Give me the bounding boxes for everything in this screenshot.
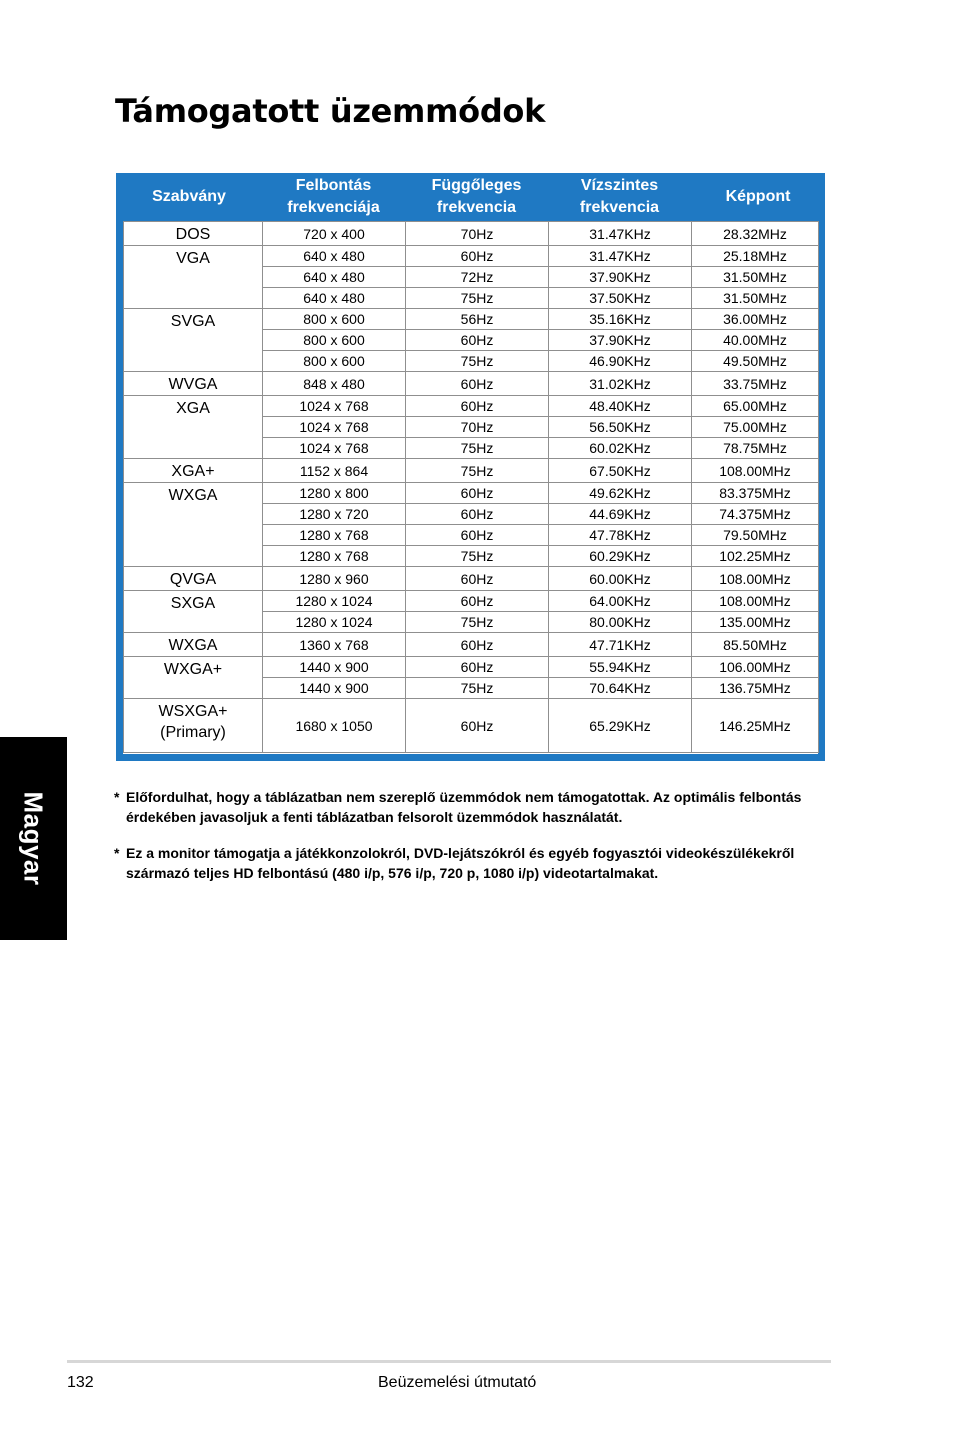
cell-pixel: 28.32MHz (692, 222, 819, 246)
cell-vertical-frequency: 75Hz (406, 351, 549, 372)
cell-horizontal-frequency: 37.90KHz (549, 267, 692, 288)
cell-standard (124, 246, 263, 309)
cell-resolution: 1440 x 900 (263, 678, 406, 699)
cell-standard (124, 591, 263, 633)
table-row (124, 396, 819, 417)
cell-horizontal-frequency: 60.00KHz (549, 567, 692, 591)
cell-horizontal-frequency: 35.16KHz (549, 309, 692, 330)
cell-resolution: 1280 x 768 (263, 546, 406, 567)
cell-resolution: 1440 x 900 (263, 657, 406, 678)
cell-vertical-frequency: 60Hz (406, 657, 549, 678)
cell-standard (124, 483, 263, 567)
cell-horizontal-frequency: 60.29KHz (549, 546, 692, 567)
cell-resolution: 1024 x 768 (263, 396, 406, 417)
page-number: 132 (67, 1374, 94, 1391)
cell-pixel: 49.50MHz (692, 351, 819, 372)
footnote (114, 787, 844, 827)
cell-standard (124, 309, 263, 372)
cell-pixel: 78.75MHz (692, 438, 819, 459)
footnote-text: Előfordulhat, hogy a táblázatban nem szereplő üzemmódok nem támogatottak. Az optimális felbontás érdekében javasoljuk a fenti táblázatban felsorolt üzemmódok használatát. (126, 789, 802, 825)
table-row (124, 657, 819, 678)
cell-pixel: 33.75MHz (692, 372, 819, 396)
table-row (124, 246, 819, 267)
cell-horizontal-frequency: 56.50KHz (549, 417, 692, 438)
supported-modes-table (116, 173, 825, 761)
footer-title: Beüzemelési útmutató (378, 1374, 537, 1391)
table-row (124, 309, 819, 330)
cell-pixel: 31.50MHz (692, 267, 819, 288)
cell-vertical-frequency: 60Hz (406, 330, 549, 351)
cell-vertical-frequency: 60Hz (406, 504, 549, 525)
standard-name: WXGA (168, 487, 218, 504)
cell-vertical-frequency: 75Hz (406, 612, 549, 633)
cell-pixel: 74.375MHz (692, 504, 819, 525)
cell-vertical-frequency: 56Hz (406, 309, 549, 330)
language-side-tab (0, 737, 67, 940)
cell-pixel: 40.00MHz (692, 330, 819, 351)
cell-vertical-frequency: 60Hz (406, 483, 549, 504)
footnote (114, 843, 844, 883)
standard-name: DOS (175, 226, 211, 243)
standard-name: SXGA (170, 595, 216, 612)
cell-horizontal-frequency: 47.78KHz (549, 525, 692, 546)
cell-resolution: 640 x 480 (263, 288, 406, 309)
table-row (124, 567, 819, 591)
standard-name: XGA (176, 400, 210, 417)
standard-note: (Primary) (160, 724, 226, 741)
cell-pixel: 31.50MHz (692, 288, 819, 309)
language-label: Magyar (19, 791, 50, 886)
table-header (116, 173, 825, 221)
cell-resolution: 1280 x 800 (263, 483, 406, 504)
cell-pixel: 146.25MHz (692, 699, 819, 753)
table-body (123, 221, 818, 754)
cell-vertical-frequency: 60Hz (406, 525, 549, 546)
cell-horizontal-frequency: 46.90KHz (549, 351, 692, 372)
cell-horizontal-frequency: 44.69KHz (549, 504, 692, 525)
cell-resolution: 1024 x 768 (263, 438, 406, 459)
standard-name: WXGA (168, 637, 218, 654)
cell-standard (124, 699, 263, 753)
cell-resolution: 800 x 600 (263, 330, 406, 351)
cell-vertical-frequency: 75Hz (406, 459, 549, 483)
cell-vertical-frequency: 60Hz (406, 396, 549, 417)
cell-standard (124, 372, 263, 396)
cell-vertical-frequency: 75Hz (406, 546, 549, 567)
table-row (124, 222, 819, 246)
cell-horizontal-frequency: 49.62KHz (549, 483, 692, 504)
cell-horizontal-frequency: 47.71KHz (549, 633, 692, 657)
cell-vertical-frequency: 60Hz (406, 567, 549, 591)
cell-standard (124, 657, 263, 699)
table-row (124, 372, 819, 396)
footnote-text: Ez a monitor támogatja a játékkonzolokról, DVD-lejátszókról és egyéb fogyasztói videokészülékekről származó teljes HD felbontású (480 i/p, 576 i/p, 720 p, 1080 i/p) videotartalmakat. (126, 845, 795, 881)
cell-standard (124, 222, 263, 246)
cell-resolution: 1280 x 1024 (263, 612, 406, 633)
cell-pixel: 135.00MHz (692, 612, 819, 633)
cell-resolution: 800 x 600 (263, 351, 406, 372)
cell-standard (124, 567, 263, 591)
cell-pixel: 85.50MHz (692, 633, 819, 657)
cell-horizontal-frequency: 31.47KHz (549, 222, 692, 246)
cell-horizontal-frequency: 64.00KHz (549, 591, 692, 612)
cell-pixel: 136.75MHz (692, 678, 819, 699)
cell-resolution: 848 x 480 (263, 372, 406, 396)
cell-vertical-frequency: 70Hz (406, 222, 549, 246)
cell-pixel: 79.50MHz (692, 525, 819, 546)
cell-vertical-frequency: 60Hz (406, 633, 549, 657)
header-pixel: Képpont (725, 188, 791, 205)
cell-resolution: 1024 x 768 (263, 417, 406, 438)
cell-pixel: 106.00MHz (692, 657, 819, 678)
cell-resolution: 1280 x 768 (263, 525, 406, 546)
cell-horizontal-frequency: 67.50KHz (549, 459, 692, 483)
cell-resolution: 1280 x 960 (263, 567, 406, 591)
cell-resolution: 800 x 600 (263, 309, 406, 330)
cell-horizontal-frequency: 80.00KHz (549, 612, 692, 633)
standard-name: WXGA+ (163, 661, 223, 678)
cell-standard (124, 396, 263, 459)
cell-horizontal-frequency: 65.29KHz (549, 699, 692, 753)
cell-horizontal-frequency: 37.90KHz (549, 330, 692, 351)
header-resolution: Felbontás frekvenciája (287, 177, 380, 216)
header-standard: Szabvány (152, 188, 226, 205)
cell-vertical-frequency: 60Hz (406, 246, 549, 267)
cell-resolution: 720 x 400 (263, 222, 406, 246)
cell-pixel: 25.18MHz (692, 246, 819, 267)
cell-pixel: 108.00MHz (692, 591, 819, 612)
cell-horizontal-frequency: 55.94KHz (549, 657, 692, 678)
table-row (124, 591, 819, 612)
header-vertical-frequency: Függőleges frekvencia (431, 177, 522, 216)
page-title: Támogatott üzemmódok (115, 92, 546, 130)
cell-horizontal-frequency: 70.64KHz (549, 678, 692, 699)
cell-resolution: 640 x 480 (263, 246, 406, 267)
cell-vertical-frequency: 60Hz (406, 699, 549, 753)
cell-pixel: 65.00MHz (692, 396, 819, 417)
standard-name: XGA+ (171, 463, 215, 480)
cell-resolution: 1280 x 720 (263, 504, 406, 525)
standard-name: WSXGA+ (158, 703, 228, 720)
cell-standard (124, 633, 263, 657)
cell-resolution: 1360 x 768 (263, 633, 406, 657)
cell-horizontal-frequency: 37.50KHz (549, 288, 692, 309)
table-row (124, 483, 819, 504)
footer-divider (67, 1360, 831, 1363)
standard-name: VGA (176, 250, 210, 267)
cell-pixel: 108.00MHz (692, 567, 819, 591)
footnote-marker: * (114, 845, 120, 861)
cell-horizontal-frequency: 31.47KHz (549, 246, 692, 267)
cell-vertical-frequency: 60Hz (406, 591, 549, 612)
header-horizontal-frequency: Vízszintes frekvencia (579, 177, 660, 216)
cell-resolution: 1680 x 1050 (263, 699, 406, 753)
cell-pixel: 36.00MHz (692, 309, 819, 330)
cell-vertical-frequency: 75Hz (406, 438, 549, 459)
cell-horizontal-frequency: 31.02KHz (549, 372, 692, 396)
table-row (124, 633, 819, 657)
cell-vertical-frequency: 60Hz (406, 372, 549, 396)
cell-standard (124, 459, 263, 483)
cell-resolution: 640 x 480 (263, 267, 406, 288)
cell-pixel: 75.00MHz (692, 417, 819, 438)
cell-vertical-frequency: 75Hz (406, 678, 549, 699)
standard-name: WVGA (168, 376, 218, 393)
standard-name: QVGA (169, 571, 217, 588)
cell-pixel: 102.25MHz (692, 546, 819, 567)
cell-vertical-frequency: 72Hz (406, 267, 549, 288)
table-row (124, 699, 819, 753)
cell-pixel: 83.375MHz (692, 483, 819, 504)
cell-vertical-frequency: 75Hz (406, 288, 549, 309)
footnotes (114, 787, 844, 899)
cell-horizontal-frequency: 60.02KHz (549, 438, 692, 459)
cell-horizontal-frequency: 48.40KHz (549, 396, 692, 417)
standard-name: SVGA (170, 313, 216, 330)
cell-pixel: 108.00MHz (692, 459, 819, 483)
footnote-marker: * (114, 789, 120, 805)
cell-vertical-frequency: 70Hz (406, 417, 549, 438)
table-row (124, 459, 819, 483)
cell-resolution: 1280 x 1024 (263, 591, 406, 612)
cell-resolution: 1152 x 864 (263, 459, 406, 483)
